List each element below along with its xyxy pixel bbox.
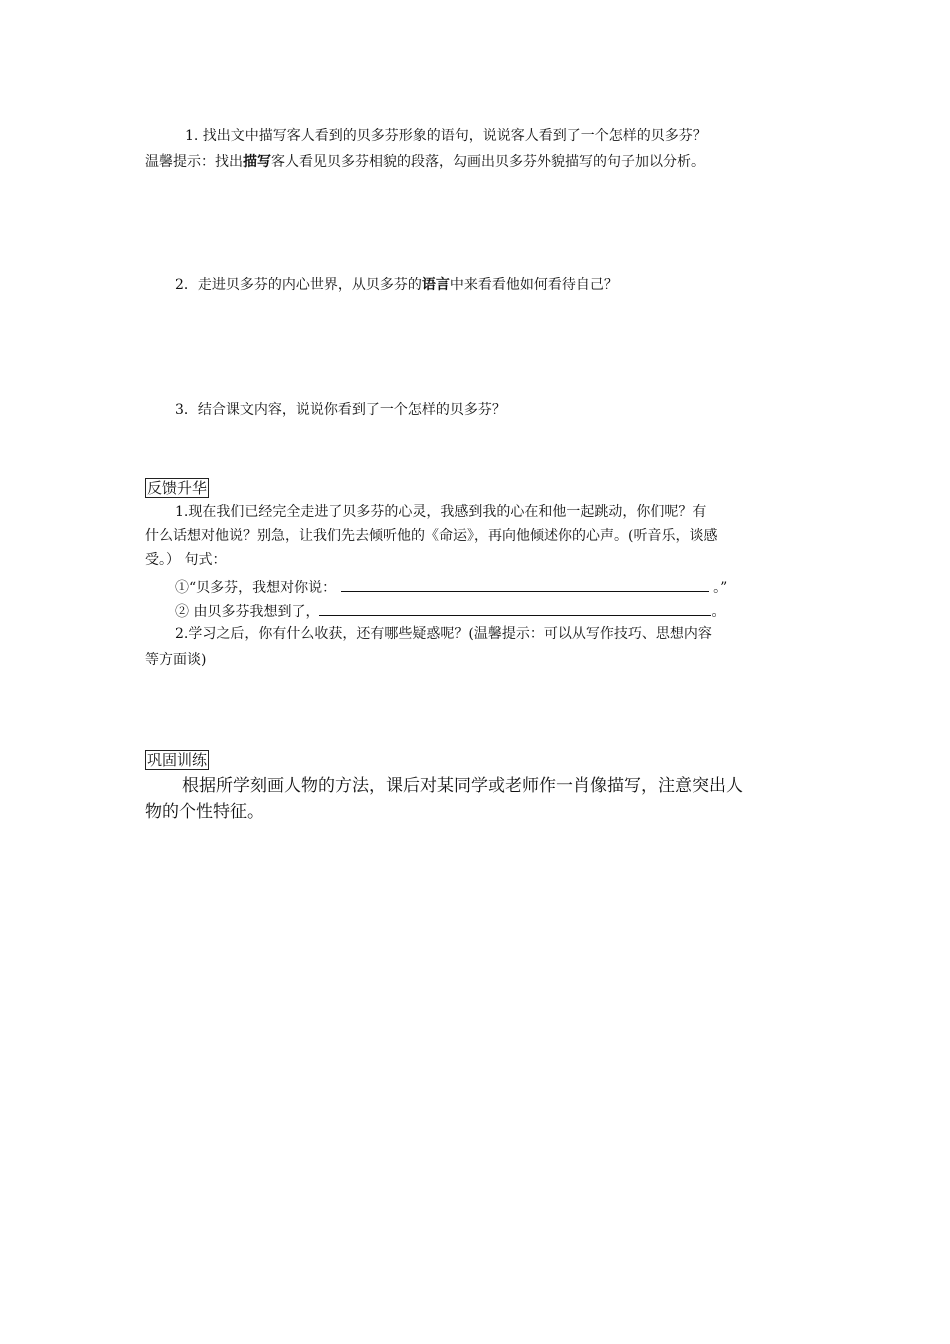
pattern-1-suffix: 。” xyxy=(713,580,728,596)
pattern-2-blank[interactable] xyxy=(319,600,711,616)
question-3 xyxy=(175,400,506,420)
practice-heading: 巩固训练 xyxy=(147,751,208,769)
feedback-item-2-line-1: 2.学习之后，你有什么收获，还有哪些疑惑呢？(温馨提示：可以从写作技巧、思想内容 xyxy=(175,626,712,642)
hint-suffix: 客人看见贝多芬相貌的段落，勾画出贝多芬外貌描写的句子加以分析。 xyxy=(271,154,705,170)
practice-line-1: 根据所学刻画人物的方法，课后对某同学或老师作一肖像描写，注意突出人 xyxy=(182,776,743,796)
practice-line-2: 物的个性特征。 xyxy=(145,802,264,822)
hint-bold-term: 描写 xyxy=(243,154,271,170)
pattern-2-prefix: ② 由贝多芬我想到了， xyxy=(175,604,320,620)
feedback-heading: 反馈升华 xyxy=(147,479,208,497)
sentence-pattern-1 xyxy=(175,576,727,598)
feedback-item-1-line-3: 受。） 句式： xyxy=(145,552,227,568)
question-2-bold-term: 语言 xyxy=(421,277,450,293)
hint-prefix: 温馨提示：找出 xyxy=(145,154,243,170)
question-1-hint xyxy=(145,152,705,172)
feedback-item-2-line-2: 等方面谈) xyxy=(145,652,207,668)
question-2 xyxy=(175,275,618,295)
question-1-text: 1. 找出文中描写客人看到的贝多芬形象的语句，说说客人看到了一个怎样的贝多芬？ xyxy=(185,128,707,144)
question-2-suffix: 中来看看他如何看待自己？ xyxy=(449,277,618,293)
question-3-text: 3．结合课文内容，说说你看到了一个怎样的贝多芬？ xyxy=(175,402,506,418)
question-2-prefix: 2．走进贝多芬的内心世界，从贝多芬的 xyxy=(175,277,422,293)
pattern-1-blank[interactable] xyxy=(341,576,709,592)
pattern-1-prefix: ①“贝多芬，我想对你说： xyxy=(175,580,337,596)
sentence-pattern-2 xyxy=(175,600,725,622)
question-1 xyxy=(185,126,707,146)
feedback-item-1-line-2: 什么话想对他说？别急，让我们先去倾听他的《命运》，再向他倾述你的心声。(听音乐，谈感 xyxy=(145,528,718,544)
pattern-2-suffix: 。 xyxy=(711,604,726,620)
feedback-item-1-line-1: 1.现在我们已经完全走进了贝多芬的心灵，我感到我的心在和他一起跳动，你们呢？有 xyxy=(175,504,707,520)
